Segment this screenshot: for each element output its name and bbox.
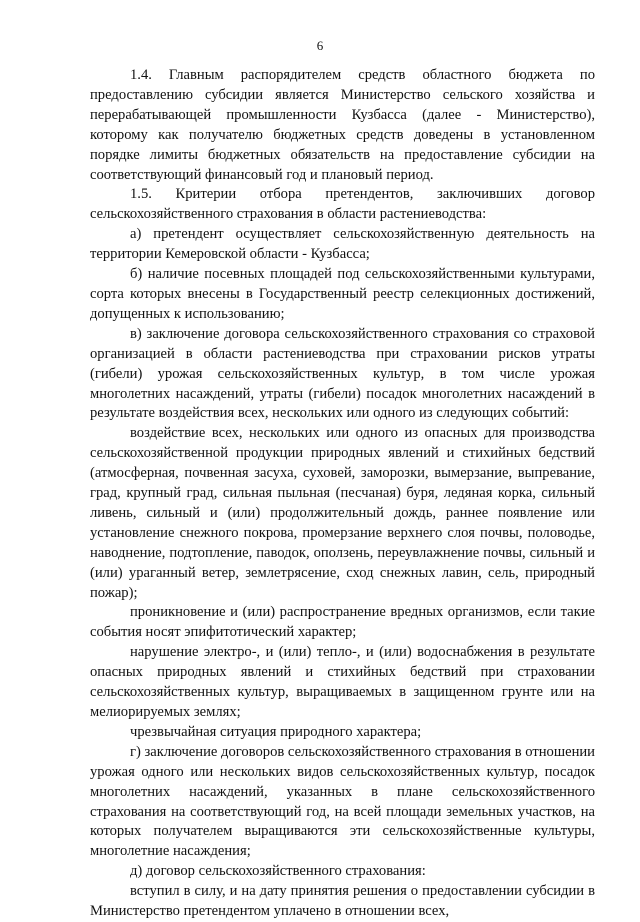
paragraph-1-5: 1.5. Критерии отбора претендентов, заключивших договор сельскохозяйственного страхования в области растениеводства: xyxy=(90,186,595,223)
paragraph-item-g: г) заключение договоров сельскохозяйственного страхования в отношении урожая одного или нескольких видов сельскохозяйственных культур, посадок многолетних насаждений, указанных в плане сельскохозяйственного страхования на соответствующий год, на всей площади земельных участков, на которых получателем выращиваются эти сельскохозяйственные культуры, многолетние насаждения; xyxy=(90,743,595,860)
paragraph-natural-events: воздействие всех, нескольких или одного из опасных для производства сельскохозяйственной продукции природных явлений и стихийных бедствий (атмосферная, почвенная засуха, суховей, заморозки, вымерзание, выпревание, град, крупный град, сильная пыльная (песчаная) буря, ледяная корка, сильный ливень, сильный и (или) продолжительный дождь, раннее появление или установление снежного покрова, промерзание верхнего слоя почвы, половодье, наводнение, подтопление, паводок, оползень, переувлажнение почвы, сильный и (или) ураганный ветер, землетрясение, сход снежных лавин, сель, природный пожар); xyxy=(90,425,595,601)
page-number: 6 xyxy=(316,38,324,53)
paragraph-item-d: д) договор сельскохозяйственного страхования: xyxy=(130,863,426,880)
paragraph-utilities: нарушение электро-, и (или) тепло-, и (или) водоснабжения в результате опасных природных явлений и стихийных бедствий при страховании сельскохозяйственных культур, выращиваемых в защищенном грунте или на мелиорируемых землях; xyxy=(90,644,595,720)
paragraph-pests: проникновение и (или) распространение вредных организмов, если такие события носят эпифитотический характер; xyxy=(90,604,595,641)
paragraph-in-force: вступил в силу, и на дату принятия решения о предоставлении субсидии в Министерство претендентом уплачено в отношении всех, xyxy=(90,883,595,920)
paragraph-emergency: чрезвычайная ситуация природного характера; xyxy=(130,723,422,740)
paragraph-item-b: б) наличие посевных площадей под сельскохозяйственными культурами, сорта которых внесены в Государственный реестр селекционных достижений, допущенных к использованию; xyxy=(90,266,595,322)
paragraph-1-4: 1.4. Главным распорядителем средств областного бюджета по предоставлению субсидии является Министерство сельского хозяйства и перерабатывающей промышленности Кузбасса (далее - Министерство), которому как получателю бюджетных средств доведены в установленном порядке лимиты бюджетных обязательств на предоставление субсидии на соответствующий финансовый год и плановый период. xyxy=(90,67,595,183)
paragraph-item-v: в) заключение договора сельскохозяйственного страхования со страховой организацией в области растениеводства при страховании рисков утраты (гибели) урожая сельскохозяйственных культур, в том числе урожая многолетних насаждений, утраты (гибели) посадок многолетних насаждений в результате воздействия всех, нескольких или одного из следующих событий: xyxy=(90,325,595,422)
document-body xyxy=(90,66,595,922)
paragraph-item-a: а) претендент осуществляет сельскохозяйственную деятельность на территории Кемеровской области - Кузбасса; xyxy=(90,226,595,263)
